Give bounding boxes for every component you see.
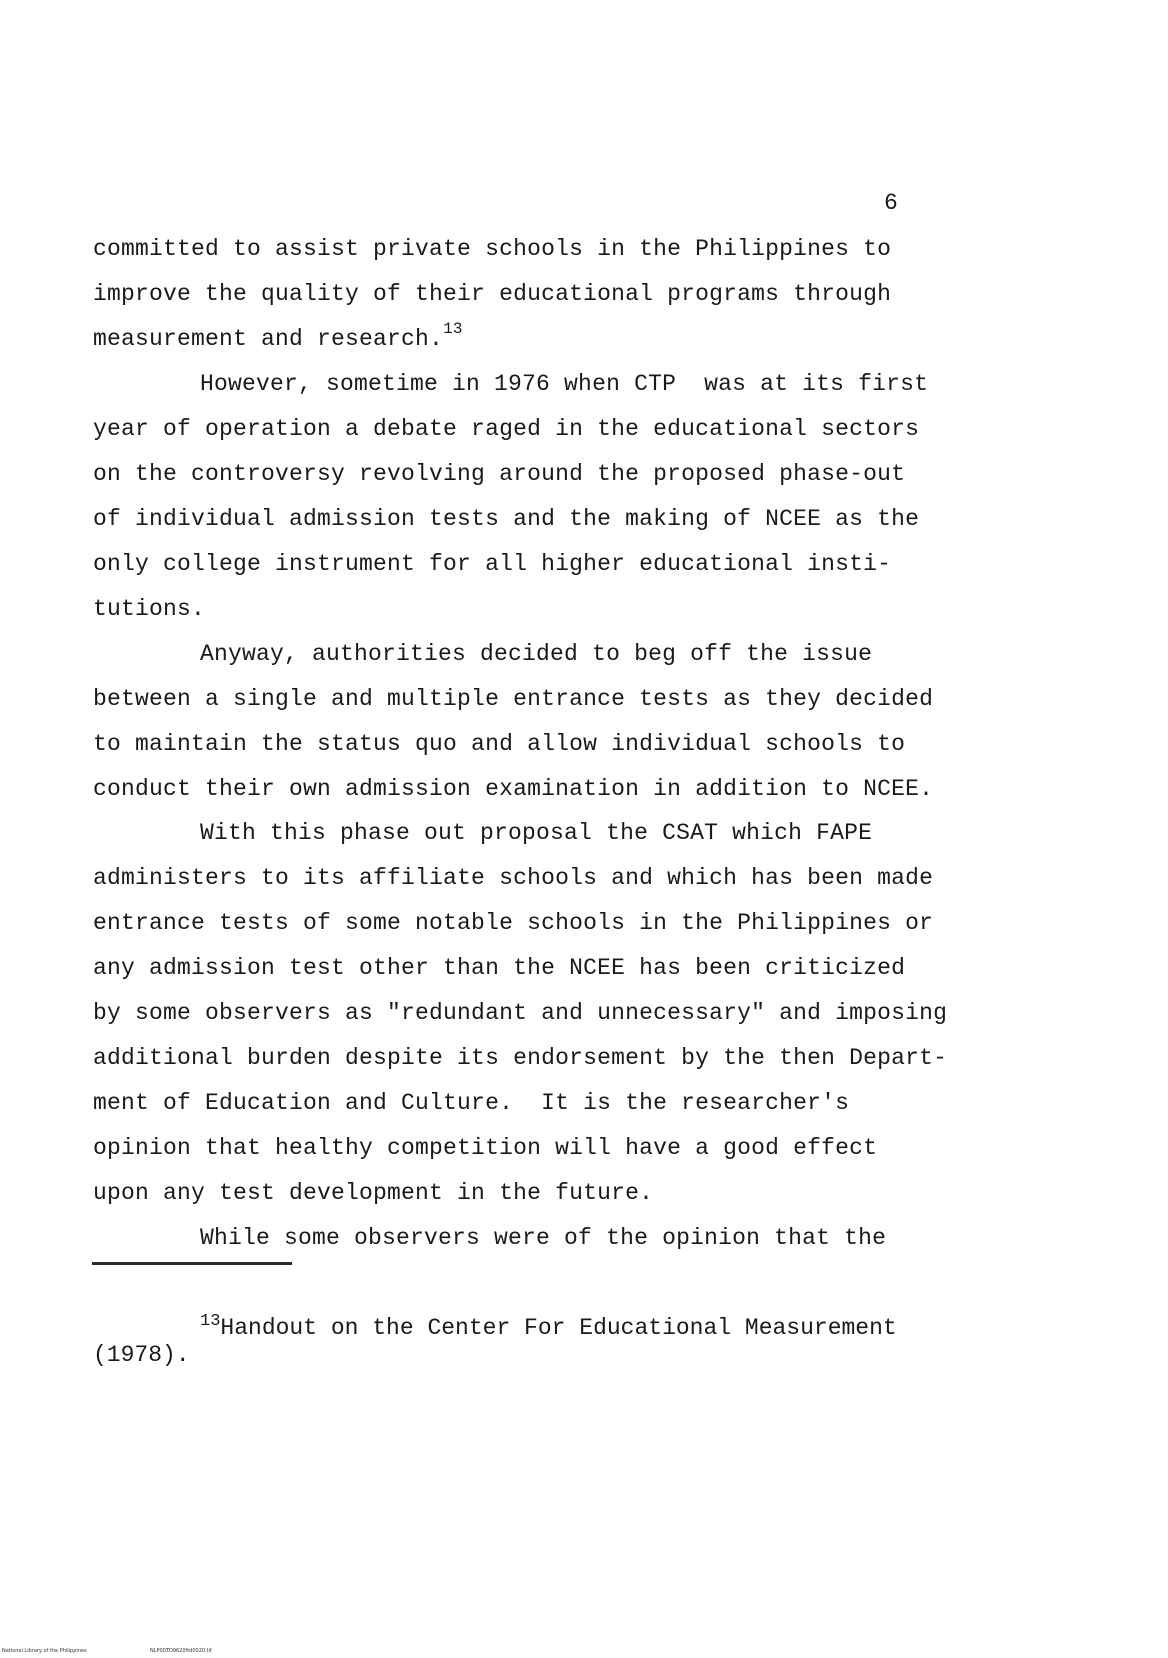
body-line: ment of Education and Culture. It is the researcher's [93, 1090, 850, 1116]
body-line: While some observers were of the opinion that the [200, 1225, 887, 1251]
body-line: only college instrument for all higher educational insti- [93, 551, 892, 577]
body-line: entrance tests of some notable schools in the Philippines or [93, 910, 934, 936]
body-line: by some observers as "redundant and unnecessary" and imposing [93, 1000, 948, 1026]
body-line: of individual admission tests and the making of NCEE as the [93, 506, 920, 532]
body-line: tutions. [93, 596, 206, 622]
footnote-text: Handout on the Center For Educational Measurement [220, 1315, 897, 1341]
body-line: any admission test other than the NCEE has been criticized [93, 955, 906, 981]
footnote [200, 1313, 897, 1346]
body-line: on the controversy revolving around the proposed phase-out [93, 461, 906, 487]
footnote-reference[interactable]: 13 [443, 320, 463, 338]
body-line-with-footnote [93, 320, 463, 356]
body-line: Anyway, authorities decided to beg off the issue [200, 641, 873, 667]
body-line-text: measurement and research. [93, 326, 444, 352]
footnote-separator [92, 1262, 292, 1265]
body-line: However, sometime in 1976 when CTP was at its first [200, 371, 929, 397]
body-line: conduct their own admission examination in addition to NCEE. [93, 776, 934, 802]
footnote-text-continued: (1978). [93, 1342, 190, 1368]
body-line: to maintain the status quo and allow individual schools to [93, 731, 906, 757]
body-line: year of operation a debate raged in the educational sectors [93, 416, 920, 442]
body-line: additional burden despite its endorsement by the then Depart- [93, 1045, 948, 1071]
body-line: With this phase out proposal the CSAT which FAPE [200, 820, 873, 846]
body-line: improve the quality of their educational programs through [93, 281, 892, 307]
body-line: committed to assist private schools in the Philippines to [93, 236, 892, 262]
body-line: opinion that healthy competition will have a good effect [93, 1135, 878, 1161]
footnote-number: 13 [200, 1312, 221, 1331]
body-line: between a single and multiple entrance tests as they decided [93, 686, 934, 712]
page-number: 6 [884, 190, 898, 216]
body-line: upon any test development in the future. [93, 1180, 654, 1206]
archive-label: National Library of the Philippines [2, 1648, 87, 1654]
archive-filename: NLP00TD9620ftd0020.tif [150, 1648, 212, 1654]
body-line: administers to its affiliate schools and which has been made [93, 865, 934, 891]
